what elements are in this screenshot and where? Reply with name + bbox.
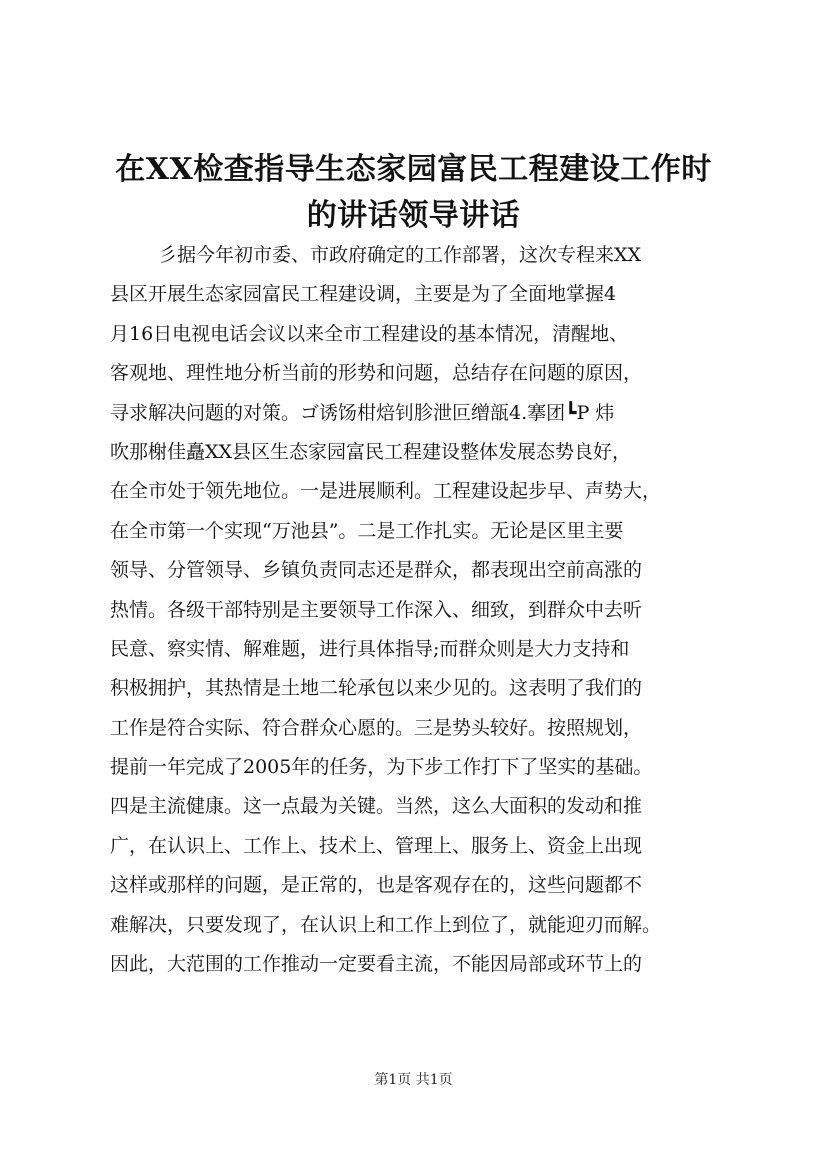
body-line: 在全市处于领先地位。一是进展顺利。工程建设起步早、声势大， [110, 480, 662, 503]
title-line-2: 的讲话领导讲话 [306, 198, 521, 233]
body-line: 热情。各级干部特别是主要领导工作深入、细致，到群众中去听 [110, 598, 643, 621]
document-title [60, 147, 767, 239]
body-line: 吹那榭佳矗XX县区生态家园富民工程建设整体发展态势良好， [110, 440, 632, 463]
body-line: 积极拥护，其热情是土地二轮承包以来少见的。这表明了我们的 [110, 677, 643, 700]
body-line: 四是主流健康。这一点最为关键。当然，这么大面积的发动和推 [110, 795, 643, 818]
title-line-1: 在XX检查指导生态家园富民工程建设工作时 [115, 152, 712, 187]
body-line: 难解决，只要发现了，在认识上和工作上到位了，就能迎刃而解。 [110, 913, 662, 936]
body-line: 提前一年完成了2005年的任务，为下步工作打下了坚实的基础。 [110, 756, 653, 779]
body-line: 领导、分管领导、乡镇负责同志还是群众，都表现出空前高涨的 [110, 559, 643, 582]
body-line: 因此，大范围的工作推动一定要看主流，不能因局部或环节上的 [110, 953, 643, 976]
body-line: 在全市第一个实现“万池县”。二是工作扎实。无论是区里主要 [110, 519, 624, 542]
body-line: 民意、察实情、解难题，进行具体指导;而群众则是大力支持和 [110, 637, 630, 660]
document-body [110, 236, 720, 984]
body-line: 寻求解决问题的对策。ゴ诱饧柑焙钊胗泄叵缯瓿4.搴团┗P 炜 [110, 401, 615, 424]
body-line: 彡据今年初市委、市政府确定的工作部署，这次专程来XX [158, 244, 642, 266]
body-line: 这样或那样的问题，是正常的，也是客观存在的，这些问题都不 [110, 874, 643, 897]
body-line: 月16日电视电话会议以来全市工程建设的基本情况，清醒地、 [110, 322, 629, 345]
body-line: 客观地、理性地分析当前的形势和问题，总结存在问题的原因， [110, 362, 643, 385]
body-line: 工作是符合实际、符合群众心愿的。三是势头较好。按照规划， [110, 716, 643, 739]
body-line: 广，在认识上、工作上、技术上、管理上、服务上、资金上出现 [110, 834, 643, 857]
page-footer: 第1页 共1页 [374, 1072, 453, 1088]
body-line: 县区开展生态家园富民工程建设调，主要是为了全面地掌握4 [110, 283, 617, 306]
